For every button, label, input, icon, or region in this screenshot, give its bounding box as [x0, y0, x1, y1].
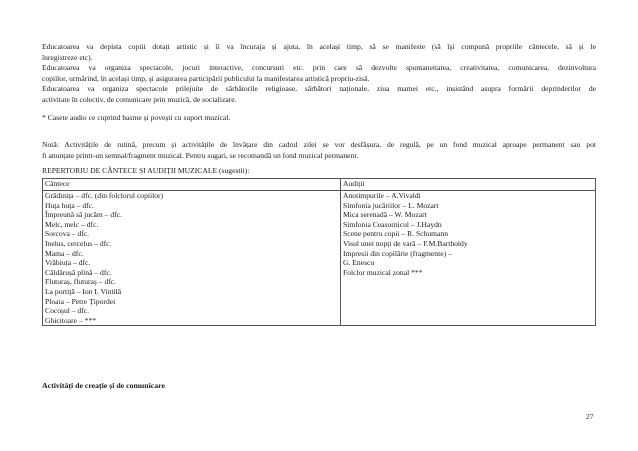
song-item: Împreună să jucăm – dfc.	[45, 210, 122, 220]
audition-item: Simfonia jucăriilor – L. Mozart	[343, 200, 439, 210]
text-line: activitate în colectiv, de comunicare prin muzică, de socializare.	[42, 94, 237, 104]
page-number: 27	[586, 412, 594, 421]
repertoire-title: REPERTORIU DE CÂNTECE ȘI AUDIȚII MUZICALE (sugestii):	[42, 166, 250, 175]
song-item: Sorcova – dfc.	[45, 229, 90, 239]
text-line: Educatoarea va depista copiii dotați artistic și îi va încuraja și ajuta, în același timp, să se manifeste (să își compună propriile cântecele, să și le	[42, 42, 596, 51]
audition-item: Impresii din copilărie (fragmente) –	[343, 248, 452, 258]
text-line: înregistreze etc).	[42, 52, 93, 62]
audition-item: Folclor muzical zonal ***	[343, 267, 423, 277]
audition-item: Visul unei nopți de vară – F.M.Bartholdy	[343, 238, 468, 248]
intro-paragraph	[42, 42, 596, 106]
song-item: Cocoșul – dfc.	[45, 306, 90, 316]
table-header-row	[43, 179, 596, 191]
audition-item: Anotimpurile – A.Vivaldi	[343, 191, 421, 200]
song-item: Grădinița – dfc. (din folclorul copiilor)	[45, 191, 164, 200]
song-item: Fluturaș, fluturaș – dfc.	[45, 277, 117, 287]
text-line: copiilor, urmărind, în același timp, și asigurarea participării publicului la manifestarea artistică propriu-zisă.	[42, 73, 370, 83]
routine-note	[42, 140, 596, 161]
song-item: Mama – dfc.	[45, 248, 84, 258]
audition-item: Simfonia Ceasornicul – J.Haydn	[343, 219, 442, 229]
auditions-cell	[341, 191, 596, 326]
song-item: Căldărușă plină – dfc.	[45, 267, 112, 277]
song-item: Huța huța – dfc.	[45, 200, 94, 210]
song-item: La portiță – Ion I. Vintilă	[45, 286, 122, 296]
audition-item: Mica serenadă – W. Mozart	[343, 210, 427, 220]
repertoire-table	[42, 178, 596, 326]
text-line: Educatoarea va organiza spectacole, jocuri interactive, concursuri etc. prin care să dezvolte spontaneitatea, creativitatea, comunicarea, dezinvoltura	[42, 63, 596, 73]
text-line: Notă: Activitățile de rutină, precum și activitățile de învățare din cadrul zilei se vor desfășura, de regulă, pe un fond muzical aproape permanent sau pot	[42, 140, 596, 149]
song-item: Melc, melc – dfc.	[45, 219, 99, 229]
song-item: Ghicitoare – ***	[45, 315, 97, 325]
column-header-songs: Cântece	[43, 179, 341, 191]
text-line: Educatoarea va organiza spectacole prilejuite de sărbătorile religioase, sărbători naționale, ziua mamei etc., insistând asupra formării deprinderilor de	[42, 84, 596, 94]
song-item: Vrăbiuța – dfc.	[45, 258, 91, 268]
text-line: fi anunțate printr-un semnal/fragment muzical. Pentru sugari, se recomandă un fond muzical permanent.	[42, 150, 359, 160]
song-item: Ploaia – Petre Țipordei	[45, 296, 116, 306]
song-item: Inelus, cercelus – dfc.	[45, 238, 112, 248]
section-heading: Activități de creație și de comunicare	[42, 381, 165, 390]
column-header-auditions: Audiții	[341, 179, 596, 191]
songs-cell	[43, 191, 341, 326]
audition-item: Scene pentru copii – R. Schumann	[343, 229, 449, 239]
audio-cassettes-note: * Casete audio ce cuprind basme și povești cu suport muzical.	[42, 113, 231, 122]
audition-item: G. Enescu	[343, 258, 375, 268]
table-row	[43, 191, 596, 326]
